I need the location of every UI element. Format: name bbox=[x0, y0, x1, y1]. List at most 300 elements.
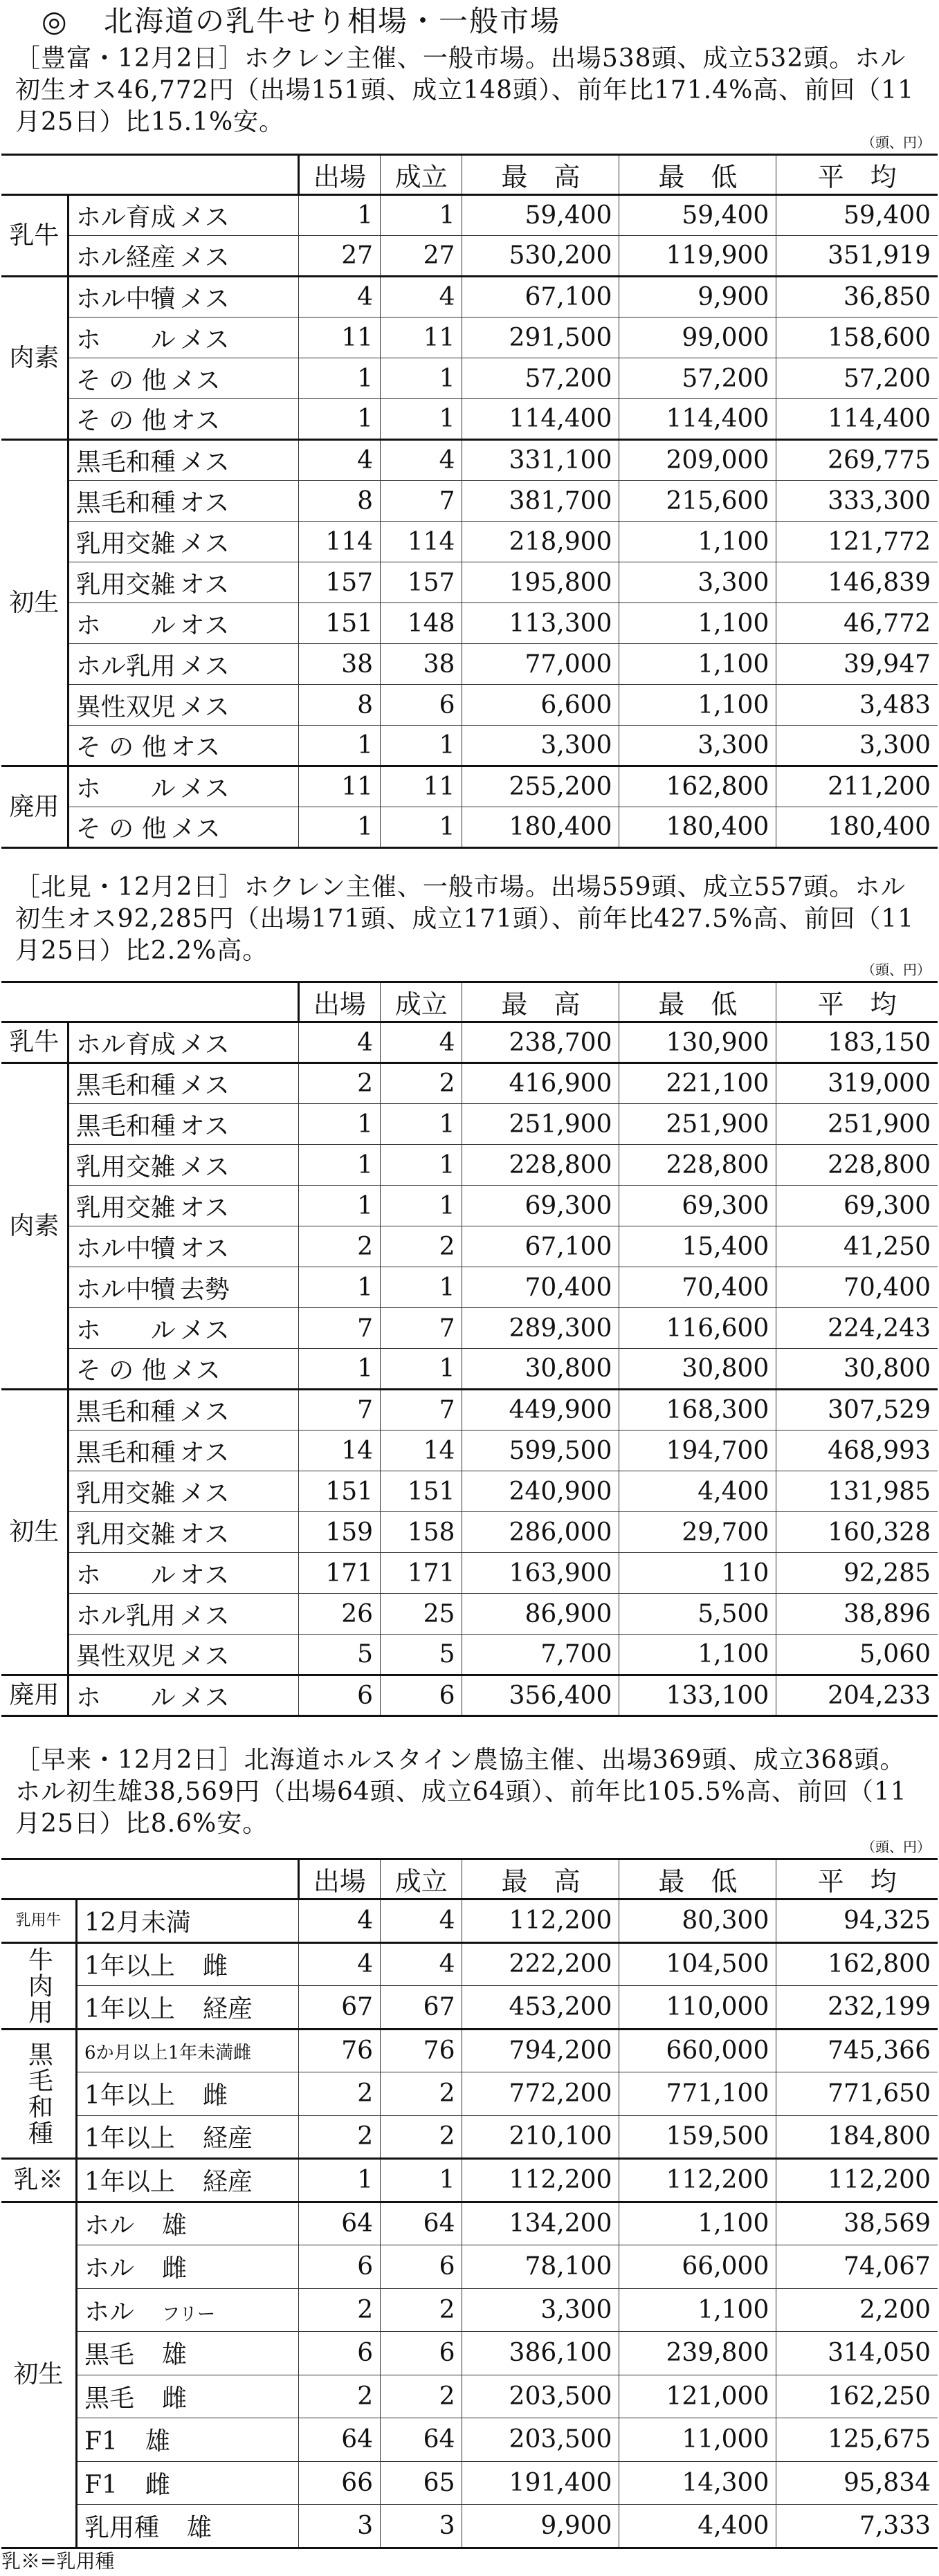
cell-min: 660,000 bbox=[619, 2029, 776, 2072]
cell-shutsujo: 151 bbox=[298, 1471, 380, 1512]
table-row bbox=[1, 807, 938, 848]
cell-avg: 30,800 bbox=[776, 1349, 938, 1390]
cell-min: 99,000 bbox=[619, 318, 776, 358]
category-cell bbox=[77, 2245, 299, 2289]
cell-shutsujo: 14 bbox=[298, 1430, 380, 1471]
category-cell bbox=[77, 1899, 299, 1943]
table-row bbox=[1, 603, 938, 644]
cell-avg: 2,200 bbox=[776, 2288, 938, 2332]
category-name: そ の 他 bbox=[75, 815, 167, 843]
cell-max: 70,400 bbox=[462, 1267, 619, 1308]
sex-label: 雌 bbox=[162, 2384, 188, 2413]
cell-avg: 158,600 bbox=[776, 318, 938, 358]
cell-min: 121,000 bbox=[619, 2375, 776, 2418]
group-label: 乳※ bbox=[1, 2159, 77, 2202]
cell-max: 69,300 bbox=[462, 1186, 619, 1226]
cell-seiritsu: 11 bbox=[381, 766, 462, 807]
table-row bbox=[1, 1349, 938, 1390]
cell-seiritsu: 64 bbox=[381, 2418, 462, 2462]
category-name: 黒毛 bbox=[84, 2341, 135, 2370]
cell-max: 6,600 bbox=[462, 685, 619, 726]
sex-label: 経産 bbox=[202, 1994, 253, 2023]
cell-avg: 180,400 bbox=[776, 807, 938, 848]
category-cell bbox=[68, 1308, 298, 1349]
cell-max: 240,900 bbox=[462, 1471, 619, 1512]
sex-label: 雄 bbox=[162, 2211, 188, 2241]
cell-seiritsu: 2 bbox=[381, 2288, 462, 2332]
cell-seiritsu: 76 bbox=[381, 2029, 462, 2072]
cell-avg: 69,300 bbox=[776, 1186, 938, 1226]
table-row bbox=[1, 318, 938, 358]
column-header: 平 均 bbox=[776, 1859, 938, 1899]
cell-seiritsu: 6 bbox=[381, 2245, 462, 2289]
category-cell bbox=[68, 399, 298, 440]
column-header: 最 高 bbox=[462, 155, 619, 195]
sex-label: オス bbox=[179, 1561, 230, 1590]
category-cell bbox=[68, 1471, 298, 1512]
category-name: 1年以上 bbox=[84, 2081, 175, 2110]
category-cell bbox=[68, 1430, 298, 1471]
cell-max: 772,200 bbox=[462, 2072, 619, 2116]
cell-min: 162,800 bbox=[619, 766, 776, 807]
cell-max: 416,900 bbox=[462, 1063, 619, 1104]
table-row bbox=[1, 2245, 938, 2289]
cell-min: 119,900 bbox=[619, 236, 776, 277]
cell-shutsujo: 1 bbox=[298, 399, 380, 440]
cell-max: 77,000 bbox=[462, 644, 619, 685]
category-name: ホル育成 bbox=[75, 203, 176, 232]
cell-seiritsu: 1 bbox=[381, 399, 462, 440]
table-row bbox=[1, 1104, 938, 1145]
cell-avg: 228,800 bbox=[776, 1145, 938, 1186]
unit-note: （頭、円） bbox=[861, 134, 931, 151]
category-name: 黒毛和種 bbox=[75, 448, 176, 477]
table-row bbox=[1, 1267, 938, 1308]
category-name: ホル中犢 bbox=[75, 1275, 176, 1304]
cell-avg: 57,200 bbox=[776, 358, 938, 399]
sex-label: メス bbox=[179, 203, 230, 232]
cell-shutsujo: 1 bbox=[298, 1186, 380, 1226]
cell-avg: 38,896 bbox=[776, 1594, 938, 1635]
cell-min: 1,100 bbox=[619, 522, 776, 562]
category-cell bbox=[68, 807, 298, 848]
category-cell bbox=[68, 726, 298, 766]
cell-max: 794,200 bbox=[462, 2029, 619, 2072]
cell-min: 14,300 bbox=[619, 2461, 776, 2505]
cell-max: 331,100 bbox=[462, 440, 619, 481]
cell-max: 228,800 bbox=[462, 1145, 619, 1186]
cell-shutsujo: 4 bbox=[298, 1899, 380, 1943]
cell-min: 1,100 bbox=[619, 2288, 776, 2332]
category-cell bbox=[68, 1512, 298, 1553]
cell-shutsujo: 4 bbox=[298, 277, 380, 318]
category-name: 乳用交雑 bbox=[75, 1479, 176, 1508]
column-header: 平 均 bbox=[776, 155, 938, 195]
cell-min: 66,000 bbox=[619, 2245, 776, 2289]
category-cell bbox=[68, 522, 298, 562]
category-cell bbox=[77, 2332, 299, 2375]
cell-seiritsu: 25 bbox=[381, 1594, 462, 1635]
category-name: 乳用交雑 bbox=[75, 529, 176, 558]
table-row bbox=[1, 1942, 938, 1986]
table-row bbox=[1, 1471, 938, 1512]
category-cell bbox=[68, 1675, 298, 1716]
category-cell bbox=[77, 2288, 299, 2332]
table-row bbox=[1, 440, 938, 481]
category-name: F1 bbox=[84, 2470, 118, 2499]
sex-label: メス bbox=[179, 1071, 230, 1100]
cell-min: 133,100 bbox=[619, 1675, 776, 1716]
report-heading bbox=[0, 1, 939, 42]
column-header: 成立 bbox=[381, 155, 462, 195]
sex-label: メス bbox=[179, 1152, 230, 1181]
cell-seiritsu: 1 bbox=[381, 195, 462, 236]
cell-shutsujo: 1 bbox=[298, 195, 380, 236]
cell-min: 194,700 bbox=[619, 1430, 776, 1471]
group-label: 初生 bbox=[1, 1390, 68, 1675]
cell-avg: 3,483 bbox=[776, 685, 938, 726]
category-cell bbox=[68, 1267, 298, 1308]
cell-min: 59,400 bbox=[619, 195, 776, 236]
cell-shutsujo: 114 bbox=[298, 522, 380, 562]
cell-seiritsu: 1 bbox=[381, 1267, 462, 1308]
sex-label: オス bbox=[179, 570, 230, 599]
sex-label: 去勢 bbox=[179, 1275, 230, 1304]
sex-label: 雄 bbox=[145, 2427, 170, 2456]
cell-shutsujo: 5 bbox=[298, 1635, 380, 1675]
category-cell bbox=[68, 277, 298, 318]
group-label: 廃用 bbox=[1, 766, 68, 848]
cell-seiritsu: 4 bbox=[381, 440, 462, 481]
cell-avg: 125,675 bbox=[776, 2418, 938, 2462]
cell-shutsujo: 2 bbox=[298, 2288, 380, 2332]
table-row bbox=[1, 358, 938, 399]
cell-shutsujo: 26 bbox=[298, 1594, 380, 1635]
sex-label: 雌 bbox=[202, 2081, 228, 2110]
cell-max: 449,900 bbox=[462, 1390, 619, 1430]
cell-shutsujo: 157 bbox=[298, 562, 380, 603]
cell-max: 78,100 bbox=[462, 2245, 619, 2289]
cell-shutsujo: 2 bbox=[298, 2375, 380, 2418]
table-row bbox=[1, 1308, 938, 1349]
cell-avg: 41,250 bbox=[776, 1226, 938, 1267]
table-row bbox=[1, 2332, 938, 2375]
cell-min: 130,900 bbox=[619, 1022, 776, 1063]
cell-max: 112,200 bbox=[462, 1899, 619, 1943]
category-cell bbox=[68, 358, 298, 399]
cell-avg: 74,067 bbox=[776, 2245, 938, 2289]
cell-seiritsu: 14 bbox=[381, 1430, 462, 1471]
group-label: 廃用 bbox=[1, 1675, 68, 1716]
table-row bbox=[1, 1594, 938, 1635]
cell-max: 195,800 bbox=[462, 562, 619, 603]
cell-avg: 160,328 bbox=[776, 1512, 938, 1553]
cell-seiritsu: 65 bbox=[381, 2461, 462, 2505]
cell-seiritsu: 171 bbox=[381, 1553, 462, 1594]
sex-label: オス bbox=[179, 1438, 230, 1467]
sex-label: オス bbox=[179, 488, 230, 517]
cell-shutsujo: 64 bbox=[298, 2202, 380, 2245]
cell-avg: 333,300 bbox=[776, 481, 938, 522]
category-name: そ の 他 bbox=[75, 733, 167, 762]
category-cell bbox=[77, 2115, 299, 2159]
category-cell bbox=[68, 1022, 298, 1063]
cell-min: 251,900 bbox=[619, 1104, 776, 1145]
cell-max: 86,900 bbox=[462, 1594, 619, 1635]
category-cell bbox=[68, 685, 298, 726]
sex-label: オス bbox=[170, 733, 221, 762]
price-table-toyotomi bbox=[1, 154, 938, 849]
column-header: 出場 bbox=[298, 982, 380, 1022]
category-cell bbox=[68, 318, 298, 358]
category-cell bbox=[68, 562, 298, 603]
column-header: 最 高 bbox=[462, 982, 619, 1022]
category-name: 黒毛 bbox=[84, 2384, 135, 2413]
cell-shutsujo: 1 bbox=[298, 1145, 380, 1186]
cell-max: 291,500 bbox=[462, 318, 619, 358]
table-row bbox=[1, 1430, 938, 1471]
sex-label: オス bbox=[179, 1112, 230, 1141]
sex-label: オス bbox=[179, 1234, 230, 1263]
cell-seiritsu: 158 bbox=[381, 1512, 462, 1553]
table-row bbox=[1, 2418, 938, 2462]
cell-shutsujo: 66 bbox=[298, 2461, 380, 2505]
table-row bbox=[1, 644, 938, 685]
group-label: 初生 bbox=[1, 440, 68, 766]
cell-min: 3,300 bbox=[619, 726, 776, 766]
sex-label: メス bbox=[179, 1642, 230, 1671]
cell-min: 15,400 bbox=[619, 1226, 776, 1267]
cell-seiritsu: 2 bbox=[381, 2072, 462, 2116]
cell-seiritsu: 4 bbox=[381, 1899, 462, 1943]
category-name: 1年以上 bbox=[84, 2124, 175, 2153]
cell-shutsujo: 7 bbox=[298, 1390, 380, 1430]
cell-avg: 232,199 bbox=[776, 1986, 938, 2030]
sex-label: オス bbox=[179, 611, 230, 640]
category-cell bbox=[68, 603, 298, 644]
cell-max: 381,700 bbox=[462, 481, 619, 522]
cell-max: 9,900 bbox=[462, 2505, 619, 2548]
category-name: そ の 他 bbox=[75, 366, 167, 395]
cell-shutsujo: 1 bbox=[298, 807, 380, 848]
category-cell bbox=[68, 766, 298, 807]
sex-label: メス bbox=[179, 1683, 230, 1712]
cell-shutsujo: 38 bbox=[298, 644, 380, 685]
category-cell bbox=[77, 2159, 299, 2202]
category-cell bbox=[68, 1553, 298, 1594]
table-row bbox=[1, 2029, 938, 2072]
category-name: 6か月以上1年未満雌 bbox=[84, 2043, 252, 2064]
cell-seiritsu: 157 bbox=[381, 562, 462, 603]
cell-shutsujo: 1 bbox=[298, 1267, 380, 1308]
cell-max: 289,300 bbox=[462, 1308, 619, 1349]
category-name: 1年以上 bbox=[84, 2168, 175, 2197]
category-name: 乳用交雑 bbox=[75, 570, 176, 599]
sex-label: フリー bbox=[162, 2303, 216, 2325]
cell-min: 771,100 bbox=[619, 2072, 776, 2116]
table-row bbox=[1, 522, 938, 562]
cell-avg: 162,250 bbox=[776, 2375, 938, 2418]
group-label: 初生 bbox=[1, 2202, 77, 2548]
footnote: 乳※=乳用種 bbox=[1, 2550, 115, 2573]
cell-avg: 39,947 bbox=[776, 644, 938, 685]
cell-max: 203,500 bbox=[462, 2375, 619, 2418]
group-label: 乳牛 bbox=[1, 195, 68, 277]
cell-avg: 269,775 bbox=[776, 440, 938, 481]
cell-min: 70,400 bbox=[619, 1267, 776, 1308]
category-name: 乳用交雑 bbox=[75, 1520, 176, 1549]
cell-avg: 771,650 bbox=[776, 2072, 938, 2116]
cell-seiritsu: 67 bbox=[381, 1986, 462, 2030]
cell-avg: 745,366 bbox=[776, 2029, 938, 2072]
table-row bbox=[1, 277, 938, 318]
cell-min: 168,300 bbox=[619, 1390, 776, 1430]
cell-max: 67,100 bbox=[462, 1226, 619, 1267]
category-name: 黒毛和種 bbox=[75, 1071, 176, 1100]
report-title: 北海道の乳牛せり相場・一般市場 bbox=[104, 4, 561, 38]
table-row bbox=[1, 1986, 938, 2030]
cell-min: 1,100 bbox=[619, 1635, 776, 1675]
category-name: 乳用種 bbox=[84, 2513, 160, 2542]
column-header: 最 低 bbox=[619, 155, 776, 195]
unit-note: （頭、円） bbox=[861, 1839, 931, 1855]
cell-avg: 92,285 bbox=[776, 1553, 938, 1594]
cell-min: 57,200 bbox=[619, 358, 776, 399]
category-name: ホル乳用 bbox=[75, 652, 176, 681]
cell-max: 3,300 bbox=[462, 2288, 619, 2332]
cell-min: 4,400 bbox=[619, 1471, 776, 1512]
sex-label: 雄 bbox=[187, 2513, 212, 2542]
category-name: ホ ル bbox=[75, 1561, 176, 1590]
cell-avg: 36,850 bbox=[776, 277, 938, 318]
category-name: 1年以上 bbox=[84, 1994, 175, 2023]
cell-min: 1,100 bbox=[619, 2202, 776, 2245]
category-name: そ の 他 bbox=[75, 407, 167, 435]
cell-max: 191,400 bbox=[462, 2461, 619, 2505]
sex-label: 雌 bbox=[202, 1952, 228, 1981]
cell-max: 599,500 bbox=[462, 1430, 619, 1471]
category-name: ホ ル bbox=[75, 611, 176, 640]
cell-shutsujo: 2 bbox=[298, 1063, 380, 1104]
cell-max: 251,900 bbox=[462, 1104, 619, 1145]
cell-max: 112,200 bbox=[462, 2159, 619, 2202]
category-name: ホ ル bbox=[75, 1316, 176, 1345]
table-row bbox=[1, 399, 938, 440]
cell-seiritsu: 2 bbox=[381, 1063, 462, 1104]
cell-seiritsu: 1 bbox=[381, 2159, 462, 2202]
category-cell bbox=[68, 1594, 298, 1635]
cell-min: 114,400 bbox=[619, 399, 776, 440]
cell-min: 110 bbox=[619, 1553, 776, 1594]
cell-shutsujo: 151 bbox=[298, 603, 380, 644]
cell-avg: 95,834 bbox=[776, 2461, 938, 2505]
cell-avg: 251,900 bbox=[776, 1104, 938, 1145]
cell-shutsujo: 1 bbox=[298, 358, 380, 399]
cell-min: 80,300 bbox=[619, 1899, 776, 1943]
cell-max: 218,900 bbox=[462, 522, 619, 562]
cell-min: 215,600 bbox=[619, 481, 776, 522]
cell-shutsujo: 2 bbox=[298, 1226, 380, 1267]
category-cell bbox=[77, 1942, 299, 1986]
category-name: 黒毛和種 bbox=[75, 1398, 176, 1426]
table-row bbox=[1, 766, 938, 807]
category-name: ホル育成 bbox=[75, 1030, 176, 1059]
category-cell bbox=[77, 2202, 299, 2245]
market-intro-toyotomi: ［豊富・12月2日］ホクレン主催、一般市場。出場538頭、成立532頭。ホル初生オス46,772円（出場151頭、成立148頭）、前年比171.4%高、前回（11月25日）比15.1%安。 bbox=[15, 44, 915, 136]
sex-label: メス bbox=[179, 285, 230, 313]
sex-label: 雌 bbox=[145, 2470, 170, 2499]
cell-seiritsu: 64 bbox=[381, 2202, 462, 2245]
header-blank-cell bbox=[1, 155, 298, 195]
cell-shutsujo: 76 bbox=[298, 2029, 380, 2072]
cell-shutsujo: 1 bbox=[298, 1104, 380, 1145]
cell-min: 5,500 bbox=[619, 1594, 776, 1635]
cell-avg: 70,400 bbox=[776, 1267, 938, 1308]
category-name: 乳用交雑 bbox=[75, 1152, 176, 1181]
category-name: ホル bbox=[84, 2297, 135, 2326]
cell-avg: 307,529 bbox=[776, 1390, 938, 1430]
table-row bbox=[1, 1553, 938, 1594]
cell-max: 180,400 bbox=[462, 807, 619, 848]
category-cell bbox=[68, 1390, 298, 1430]
cell-seiritsu: 4 bbox=[381, 277, 462, 318]
table-header-row bbox=[1, 1859, 938, 1899]
cell-seiritsu: 151 bbox=[381, 1471, 462, 1512]
cell-avg: 121,772 bbox=[776, 522, 938, 562]
category-name: ホル bbox=[84, 2211, 135, 2241]
cell-avg: 224,243 bbox=[776, 1308, 938, 1349]
cell-avg: 162,800 bbox=[776, 1942, 938, 1986]
table-row bbox=[1, 2461, 938, 2505]
category-name: ホ ル bbox=[75, 325, 176, 354]
category-name: ホル中犢 bbox=[75, 285, 176, 313]
cell-avg: 94,325 bbox=[776, 1899, 938, 1943]
category-cell bbox=[68, 1063, 298, 1104]
category-name: ホ ル bbox=[75, 1683, 176, 1712]
header-blank-cell bbox=[1, 1859, 298, 1899]
cell-min: 11,000 bbox=[619, 2418, 776, 2462]
sex-label: メス bbox=[179, 1601, 230, 1630]
cell-max: 59,400 bbox=[462, 195, 619, 236]
cell-avg: 351,919 bbox=[776, 236, 938, 277]
cell-avg: 314,050 bbox=[776, 2332, 938, 2375]
sex-label: 雄 bbox=[162, 2341, 188, 2370]
table-row bbox=[1, 1635, 938, 1675]
cell-max: 286,000 bbox=[462, 1512, 619, 1553]
sex-label: オス bbox=[179, 1520, 230, 1549]
table-row bbox=[1, 2115, 938, 2159]
cell-max: 3,300 bbox=[462, 726, 619, 766]
cell-min: 29,700 bbox=[619, 1512, 776, 1553]
cell-seiritsu: 2 bbox=[381, 2115, 462, 2159]
cell-avg: 59,400 bbox=[776, 195, 938, 236]
table-row bbox=[1, 2505, 938, 2548]
cell-avg: 114,400 bbox=[776, 399, 938, 440]
cell-min: 1,100 bbox=[619, 685, 776, 726]
category-cell bbox=[68, 1145, 298, 1186]
table-row bbox=[1, 1226, 938, 1267]
table-row bbox=[1, 195, 938, 236]
category-name: 黒毛和種 bbox=[75, 1112, 176, 1141]
cell-shutsujo: 6 bbox=[298, 2332, 380, 2375]
table-row bbox=[1, 1512, 938, 1553]
cell-max: 210,100 bbox=[462, 2115, 619, 2159]
sex-label: 経産 bbox=[202, 2124, 253, 2153]
cell-seiritsu: 7 bbox=[381, 1308, 462, 1349]
cell-max: 163,900 bbox=[462, 1553, 619, 1594]
cell-max: 238,700 bbox=[462, 1022, 619, 1063]
sex-label: メス bbox=[179, 652, 230, 681]
